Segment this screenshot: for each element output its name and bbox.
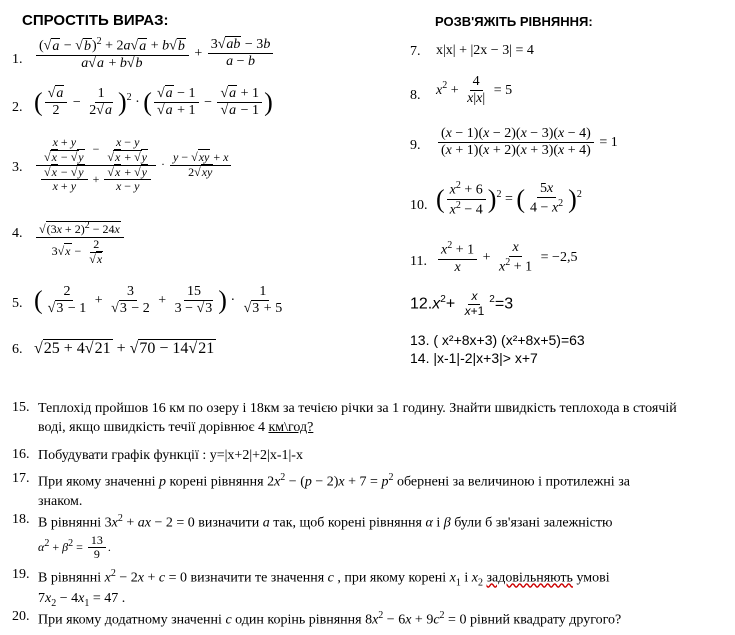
item-number: 4. bbox=[12, 226, 23, 241]
problem-16: Побудувати графік функції : y=|x+2|+2|x-1|-x bbox=[38, 448, 303, 463]
problem-20: При якому додатному значенні c один корінь рівняння $8x^2 - 6x + 9c^2 = 0$ рівний квадрату другого? bbox=[38, 610, 622, 628]
problem-number: 15. bbox=[12, 400, 30, 415]
problem-number: 16. bbox=[12, 447, 30, 462]
equation-9: $\frac{(x - 1)(x - 2)(x - 3)(x - 4)}{(x + 1)(x + 2)(x + 3)(x + 4)}$ = 1 bbox=[436, 126, 618, 159]
item-number: 2. bbox=[12, 100, 23, 115]
item-number: 3. bbox=[12, 160, 23, 175]
item-number: 8. bbox=[410, 88, 421, 103]
expression-6: √25 + 4√21 + √70 − 14√21 bbox=[34, 340, 215, 357]
problem-number: 20. bbox=[12, 609, 30, 624]
problem-17: При якому значенні p корені рівняння $2x^2 - (p - 2)x + 7 = p^2$ обернені за величиною і протилежні за знаком. bbox=[38, 472, 630, 509]
problem-number: 18. bbox=[12, 512, 30, 527]
equation-13: 13. ( x²+8x+3) (x²+8x+5)=63 bbox=[410, 332, 585, 348]
heading-simplify: СПРОСТІТЬ ВИРАЗ: bbox=[22, 12, 169, 29]
problem-19: В рівнянні $x^2 - 2x + c = 0$ визначити те значення c , при якому корені $x_1$ і $x_2$ задовільняють умові $7x_2 - 4x_1 = 47$ . bbox=[38, 568, 610, 609]
equation-10: ( $\frac{x^2 + 6}{x^2 - 4}$ )$^2$ = ( $\frac{5x}{4 - x^2}$ )$^2$ bbox=[436, 180, 582, 218]
equation-7: x|x| + |2x − 3| = 4 bbox=[436, 43, 534, 58]
item-number: 6. bbox=[12, 342, 23, 357]
equation-14: 14. |x-1|-2|x+3|> x+7 bbox=[410, 350, 538, 366]
heading-solve: РОЗВ'ЯЖІТЬ РІВНЯННЯ: bbox=[435, 14, 593, 29]
item-number: 9. bbox=[410, 138, 421, 153]
expression-4: $√(3x + 2)^2 - 24x$ 3√x − $\frac{2}{√x}$ bbox=[34, 220, 126, 266]
item-number: 10. bbox=[410, 198, 428, 213]
expression-5: ( $\frac{2}{√3 - 1}$ + $\frac{3}{√3 - 2}$ + $\frac{15}{3 - √3}$ ) · $\frac{1}{√3 + 5}$ bbox=[34, 284, 283, 317]
problem-18: В рівнянні $3x^2$ + ax − 2 = 0 визначити a так, щоб корені рівняння α і β були б зв'язані залежністю $\alpha^2 + \beta^2$ = $\frac{13}{9}$ . bbox=[38, 513, 613, 562]
expression-2: ( $\frac{√a}{2}$ − $\frac{1}{2√a}$ )$^2$ · ( $\frac{√a - 1}{√a + 1}$ − $\frac{√a + 1}{√a - 1}$ ) bbox=[34, 86, 273, 119]
item-number: 5. bbox=[12, 296, 23, 311]
equation-12: $12.x^2+$ $\frac{x}{x+1}$ $^2$=3 bbox=[410, 289, 514, 318]
expression-3: $\frac{x + y}{√x - √y}$ − $\frac{x - y}{√x + √y}$ $\frac{√x - √y}{x + y}$ + $\frac{√x + √y}{x - y}$ · $\frac{y - √xy + x}{2√xy}$ bbox=[34, 136, 233, 194]
equation-11: $\frac{x^2 + 1}{x}$ + $\frac{x}{x^2 + 1}$ = −2,5 bbox=[436, 240, 577, 276]
problem-number: 19. bbox=[12, 567, 30, 582]
problem-number: 17. bbox=[12, 471, 30, 486]
item-number: 1. bbox=[12, 52, 23, 67]
item-number: 12. bbox=[410, 295, 433, 313]
problem-15: Теплохід пройшов 16 км по озеру і 18км за течією річки за 1 годину. Знайти швидкість теплохода в стоячій воді, якщо швидкість течії дорівнює 4 км\год? bbox=[38, 401, 677, 435]
expression-1: $\frac{(√a - √b)^2 + 2a√a + b√b}{a√a + b√b}$ + $\frac{3√ab - 3b}{a - b}$ bbox=[34, 36, 275, 72]
equation-8: $x^2$ + $\frac{4}{x|x|}$ = 5 bbox=[436, 74, 513, 107]
item-number: 7. bbox=[410, 44, 421, 59]
item-number: 11. bbox=[410, 254, 427, 269]
